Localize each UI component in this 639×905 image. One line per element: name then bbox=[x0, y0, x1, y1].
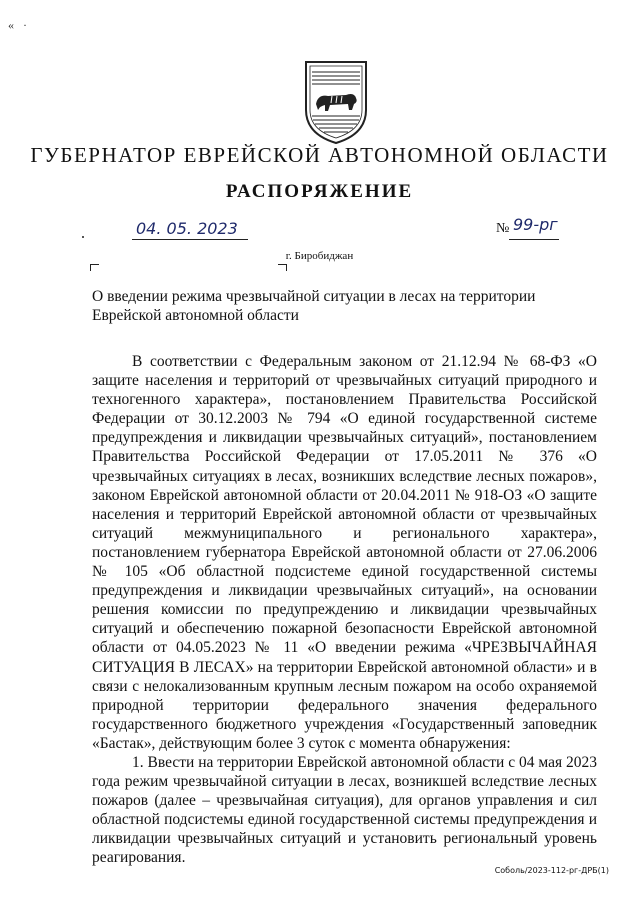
body-paragraph-item-1: 1. Ввести на территории Еврейской автономной области с 04 мая 2023 года режим чрезвычайной ситуации в лесах, возникшей вследствие лесных пожаров (далее – чрезвычайная ситуация), для органов управления и сил областной подсистемы единой государственной системы предупреждения и ликвидации чрезвычайных ситуаций и установить региональный уровень реагирования. bbox=[92, 753, 597, 867]
date-value: 04. 05. 2023 bbox=[136, 219, 238, 238]
subject-bracket-right bbox=[278, 264, 287, 271]
footer-reference: Соболь/2023-112-рг-ДРБ(1) bbox=[494, 866, 609, 875]
subject-bracket-left bbox=[90, 264, 99, 271]
subject-heading: О введении режима чрезвычайной ситуации в лесах на территории Еврейской автономной области bbox=[92, 288, 536, 324]
governor-title: ГУБЕРНАТОР ЕВРЕЙСКОЙ АВТОНОМНОЙ ОБЛАСТИ bbox=[30, 143, 609, 167]
number-value: 99-рг bbox=[513, 215, 558, 234]
body-paragraph-preamble: В соответствии с Федеральным законом от 21.12.94 № 68-ФЗ «О защите населения и территорий от чрезвычайных ситуаций природного и техногенного характера», постановлением Правительства Российской Федерации от 30.12.2003 № 794 «О единой государственной системе предупреждения и ликвидации чрезвычайных ситуаций», постановлением Правительства Российской Федерации от 17.05.2011 № 376 «О чрезвычайных ситуациях в лесах, возникших вследствие лесных пожаров», законом Еврейской автономной области от 20.04.2011 № 918-ОЗ «О защите населения и территорий Еврейской автономной области от чрезвычайных ситуаций межмуниципального и регионального характера», постановлением губернатора Еврейской автономной области от 27.06.2006 № 105 «Об областной подсистеме единой государственной системы предупреждения и ликвидации чрезвычайных ситуаций», на основании решения комиссии по предупреждению и ликвидации чрезвычайных ситуаций и обеспечению пожарной безопасности Еврейской автономной области от 04.05.2023 № 11 «О введении режима «ЧРЕЗВЫЧАЙНАЯ СИТУАЦИЯ В ЛЕСАХ» на территории Еврейской автономной области» и в связи с нелокализованным крупным лесным пожаром на особо охраняемой природной территории федерального значения федерального государственного бюджетного учреждения «Государственный заповедник «Бастак», действующим более 3 суток с момента обнаружения: bbox=[92, 353, 597, 752]
number-label: № bbox=[496, 221, 510, 236]
stray-marks: « · bbox=[8, 18, 30, 32]
document-body bbox=[92, 352, 597, 868]
document-type-title: РАСПОРЯЖЕНИЕ bbox=[225, 181, 414, 202]
margin-dot bbox=[82, 236, 84, 238]
tiger-emblem-icon bbox=[300, 58, 372, 146]
city-label: г. Биробиджан bbox=[285, 250, 354, 262]
date-underline bbox=[132, 239, 248, 240]
number-underline bbox=[509, 239, 559, 240]
